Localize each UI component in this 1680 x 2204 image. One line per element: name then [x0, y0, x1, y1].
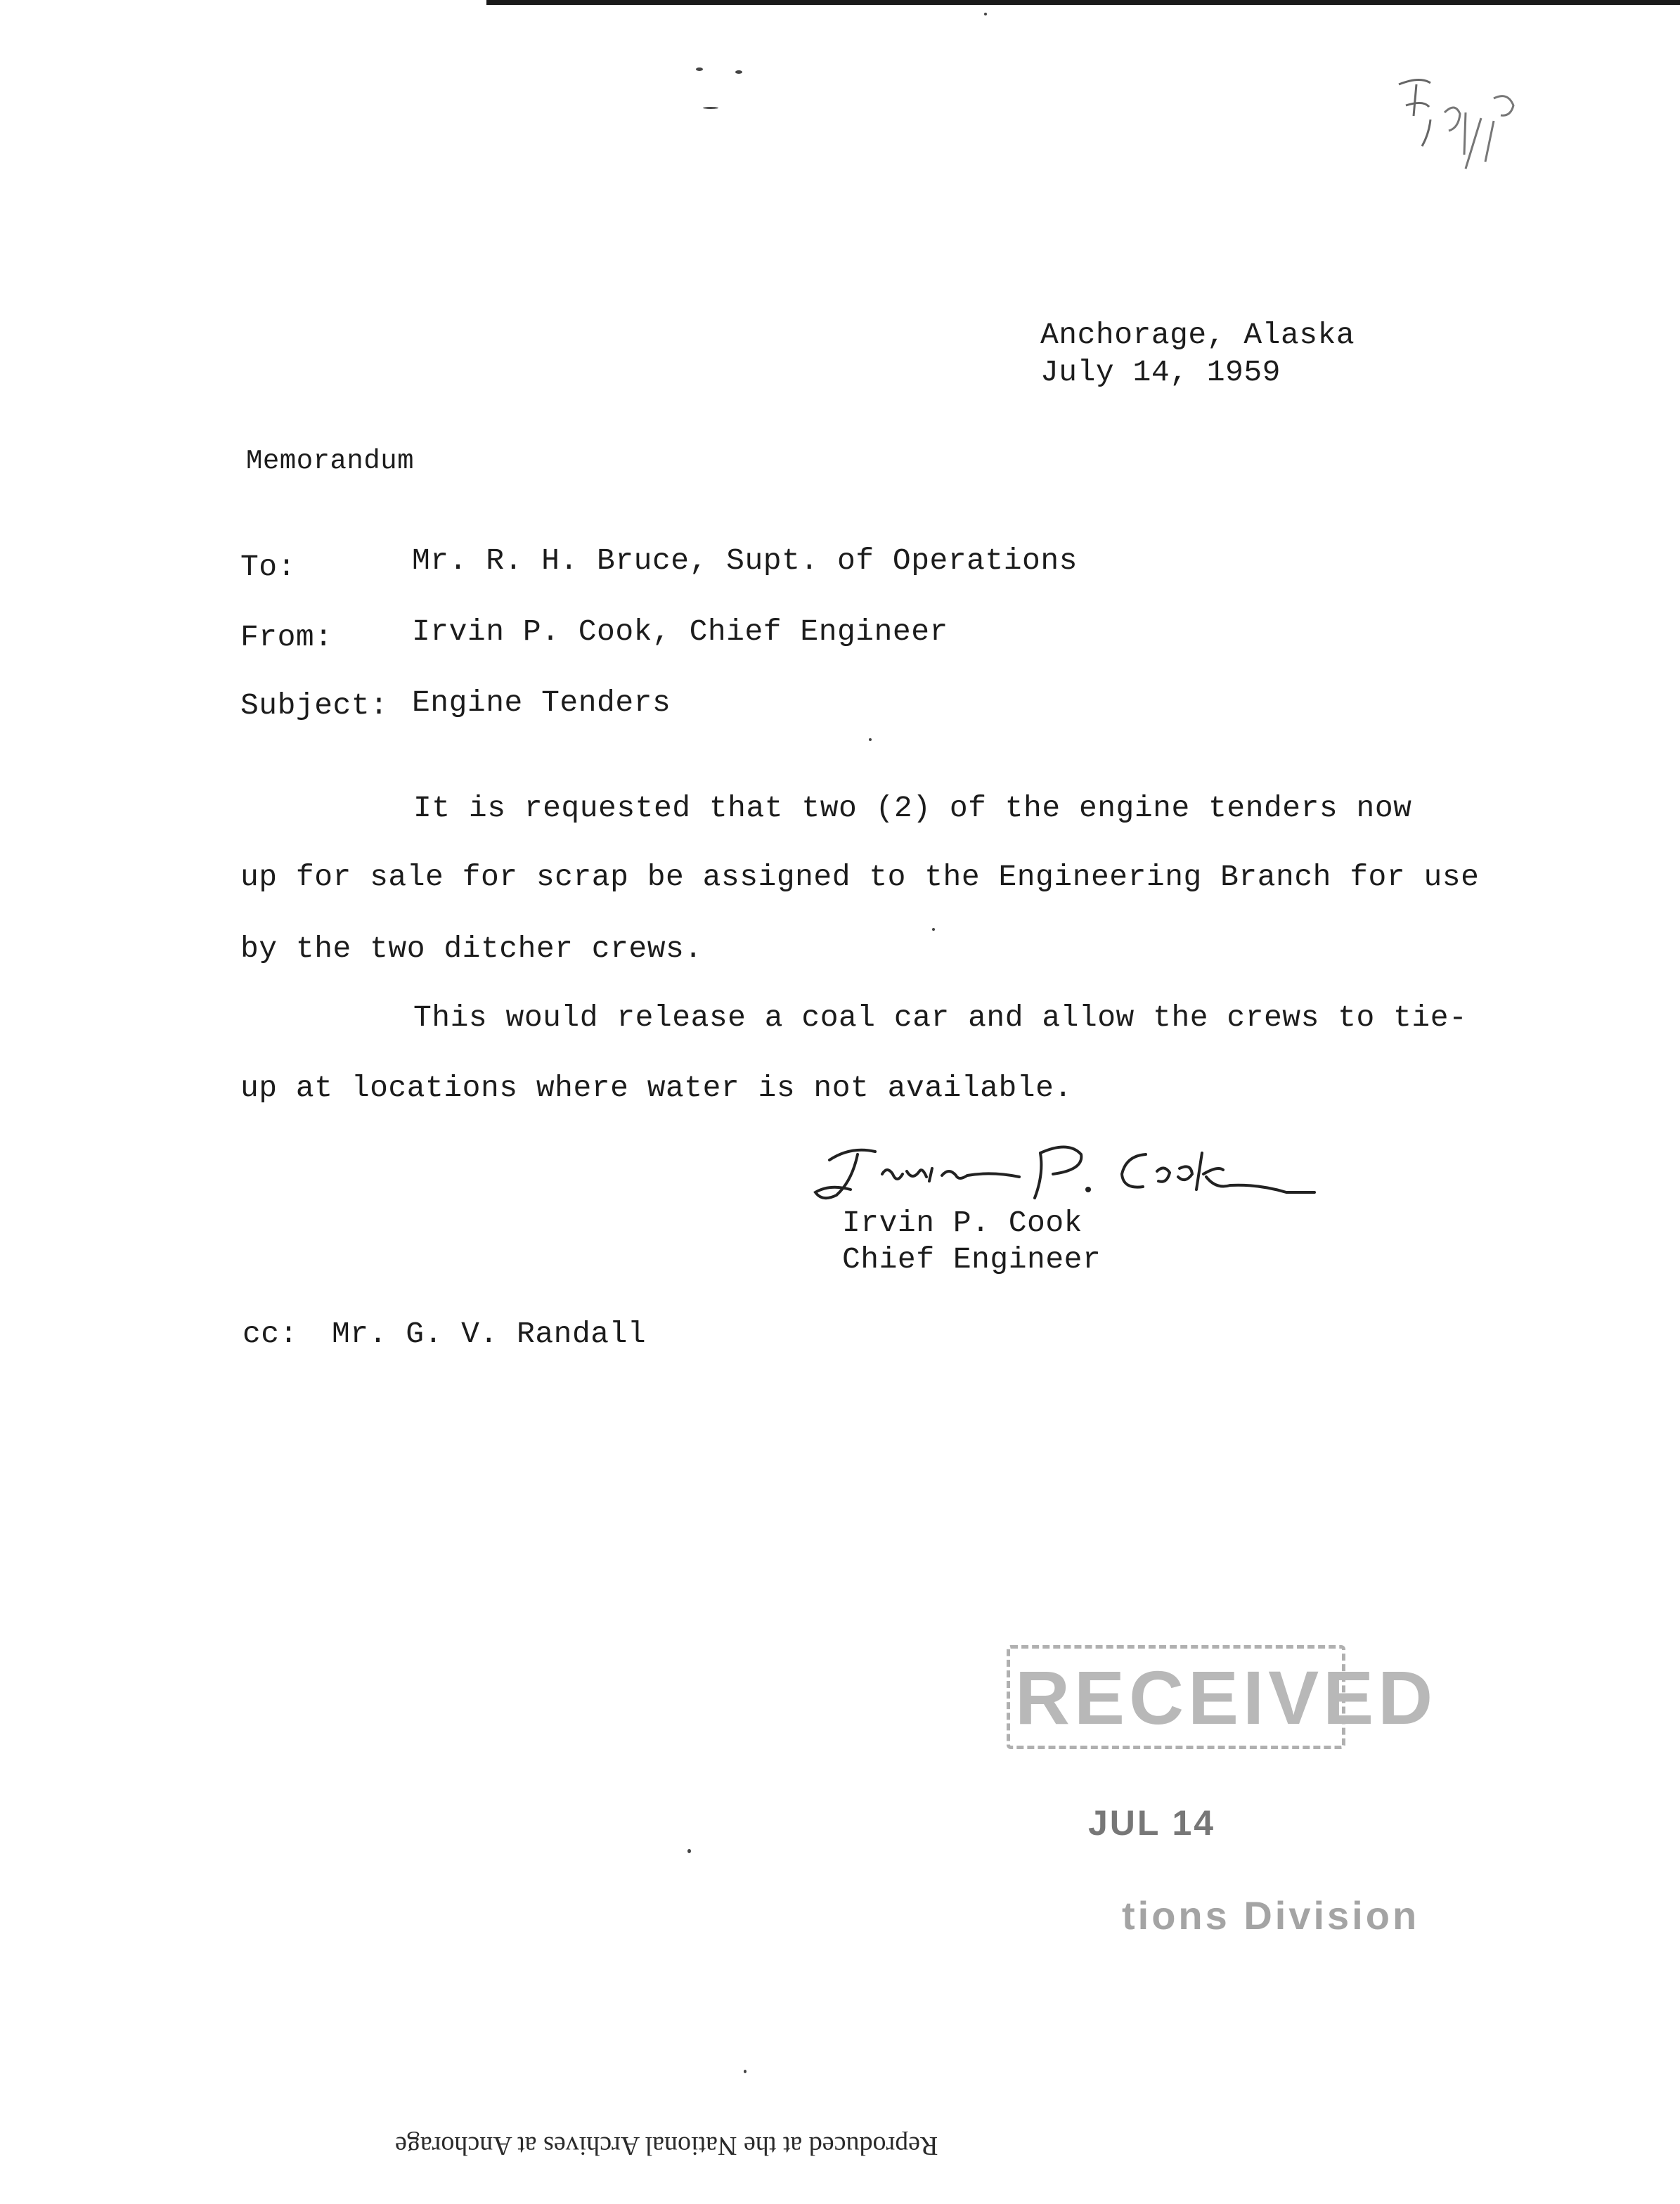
handwritten-signature	[808, 1125, 1329, 1216]
archive-footer: Reproduced at the National Archives at Anchorage	[395, 2131, 938, 2160]
received-stamp-division: tions Division	[1122, 1893, 1420, 1938]
scan-speck	[735, 70, 742, 74]
signature-title: Chief Engineer	[842, 1242, 1101, 1277]
body-paragraph-2-line-2: up at locations where water is not available.	[240, 1071, 1073, 1105]
body-paragraph-1-line-1: It is requested that two (2) of the engine tenders now	[413, 791, 1412, 825]
subject-label: Subject:	[240, 688, 389, 723]
from-value: Irvin P. Cook, Chief Engineer	[412, 614, 948, 649]
cc-value: Mr. G. V. Randall	[332, 1317, 647, 1351]
received-stamp-date: JUL 14	[1088, 1803, 1216, 1843]
scan-speck	[687, 1849, 691, 1853]
memo-label: Memorandum	[246, 446, 415, 477]
header-place: Anchorage, Alaska	[1040, 318, 1355, 352]
signature-name: Irvin P. Cook	[842, 1206, 1083, 1240]
received-stamp-text: RECEIVED	[1015, 1655, 1437, 1740]
body-paragraph-2-line-1: This would release a coal car and allow the crews to tie-	[413, 1000, 1468, 1035]
from-label: From:	[240, 620, 333, 655]
top-edge-line	[486, 0, 1680, 5]
scan-speck	[869, 738, 872, 741]
subject-value: Engine Tenders	[412, 685, 671, 720]
body-paragraph-1-line-2: up for sale for scrap be assigned to the Engineering Branch for use	[240, 860, 1480, 894]
scan-speck	[703, 107, 718, 109]
scan-speck	[932, 928, 935, 931]
cc-label: cc:	[243, 1317, 298, 1351]
scan-speck	[696, 67, 703, 71]
to-value: Mr. R. H. Bruce, Supt. of Operations	[412, 543, 1078, 578]
scan-speck	[984, 13, 987, 15]
body-paragraph-1-line-3: by the two ditcher crews.	[240, 932, 703, 966]
handwritten-initials-icon	[1388, 63, 1543, 176]
to-label: To:	[240, 550, 296, 584]
header-date: July 14, 1959	[1040, 355, 1281, 389]
scan-speck	[744, 2070, 747, 2073]
